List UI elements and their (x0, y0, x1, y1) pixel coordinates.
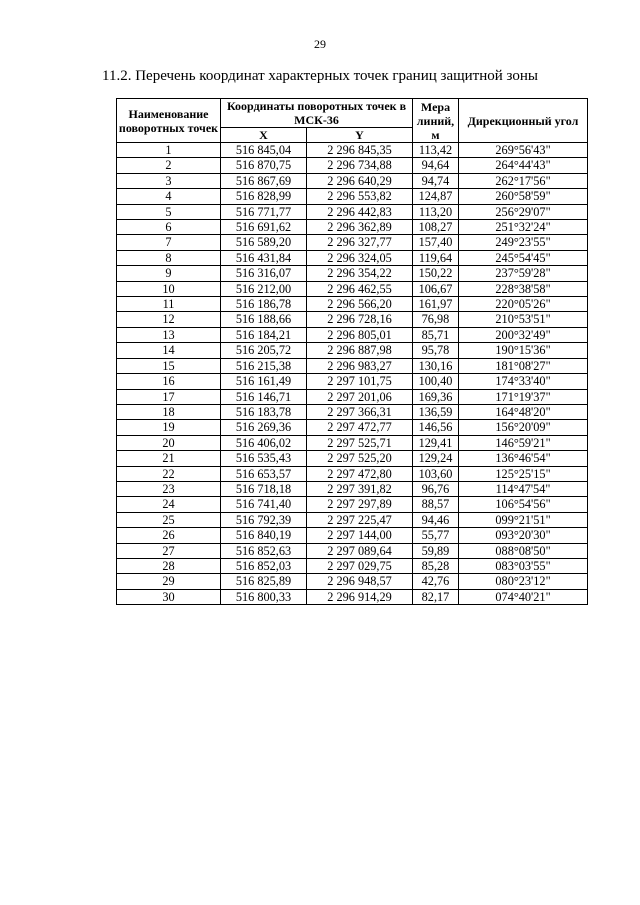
cell-point: 26 (117, 528, 221, 543)
cell-y: 2 297 366,31 (307, 404, 413, 419)
table-row (117, 297, 588, 312)
cell-y: 2 296 845,35 (307, 143, 413, 158)
cell-x: 516 845,04 (221, 143, 307, 158)
header-coordinates: Координаты поворотных точек в МСК-36 (221, 99, 413, 128)
cell-length: 169,36 (413, 389, 459, 404)
table-row (117, 189, 588, 204)
cell-bearing: 251°32'24" (459, 220, 588, 235)
cell-y: 2 297 472,77 (307, 420, 413, 435)
cell-point: 28 (117, 558, 221, 573)
cell-x: 516 188,66 (221, 312, 307, 327)
cell-y: 2 297 391,82 (307, 481, 413, 496)
cell-length: 103,60 (413, 466, 459, 481)
cell-y: 2 297 225,47 (307, 512, 413, 527)
cell-y: 2 296 887,98 (307, 343, 413, 358)
table-body (117, 143, 588, 605)
table-row (117, 358, 588, 373)
cell-bearing: 228°38'58" (459, 281, 588, 296)
coordinates-table (116, 98, 588, 605)
cell-x: 516 406,02 (221, 435, 307, 450)
cell-x: 516 316,07 (221, 266, 307, 281)
cell-point: 27 (117, 543, 221, 558)
cell-y: 2 296 983,27 (307, 358, 413, 373)
cell-x: 516 718,18 (221, 481, 307, 496)
table-row (117, 574, 588, 589)
cell-length: 88,57 (413, 497, 459, 512)
cell-y: 2 297 144,00 (307, 528, 413, 543)
cell-bearing: 125°25'15" (459, 466, 588, 481)
cell-point: 2 (117, 158, 221, 173)
cell-point: 4 (117, 189, 221, 204)
table-row (117, 466, 588, 481)
page-number: 29 (314, 37, 326, 51)
cell-x: 516 852,03 (221, 558, 307, 573)
cell-length: 136,59 (413, 404, 459, 419)
cell-length: 119,64 (413, 250, 459, 265)
cell-y: 2 296 362,89 (307, 220, 413, 235)
cell-bearing: 245°54'45" (459, 250, 588, 265)
cell-length: 129,24 (413, 451, 459, 466)
cell-point: 7 (117, 235, 221, 250)
cell-length: 108,27 (413, 220, 459, 235)
cell-length: 113,42 (413, 143, 459, 158)
cell-point: 17 (117, 389, 221, 404)
cell-x: 516 269,36 (221, 420, 307, 435)
cell-bearing: 200°32'49" (459, 327, 588, 342)
cell-bearing: 264°44'43" (459, 158, 588, 173)
cell-length: 94,46 (413, 512, 459, 527)
cell-length: 82,17 (413, 589, 459, 604)
table-row (117, 451, 588, 466)
cell-y: 2 297 525,71 (307, 435, 413, 450)
cell-bearing: 249°23'55" (459, 235, 588, 250)
table-row (117, 389, 588, 404)
cell-bearing: 080°23'12" (459, 574, 588, 589)
cell-bearing: 083°03'55" (459, 558, 588, 573)
cell-length: 94,64 (413, 158, 459, 173)
cell-point: 10 (117, 281, 221, 296)
cell-length: 95,78 (413, 343, 459, 358)
cell-point: 11 (117, 297, 221, 312)
cell-length: 146,56 (413, 420, 459, 435)
cell-y: 2 296 324,05 (307, 250, 413, 265)
cell-x: 516 161,49 (221, 374, 307, 389)
cell-bearing: 164°48'20" (459, 404, 588, 419)
cell-bearing: 210°53'51" (459, 312, 588, 327)
cell-x: 516 825,89 (221, 574, 307, 589)
cell-y: 2 297 029,75 (307, 558, 413, 573)
cell-x: 516 870,75 (221, 158, 307, 173)
cell-y: 2 296 354,22 (307, 266, 413, 281)
cell-point: 20 (117, 435, 221, 450)
cell-x: 516 186,78 (221, 297, 307, 312)
header-line-length: Мера линий, м (413, 99, 459, 143)
cell-point: 24 (117, 497, 221, 512)
table-row (117, 312, 588, 327)
cell-point: 8 (117, 250, 221, 265)
cell-bearing: 146°59'21" (459, 435, 588, 450)
cell-y: 2 296 640,29 (307, 173, 413, 188)
cell-x: 516 212,00 (221, 281, 307, 296)
cell-point: 18 (117, 404, 221, 419)
cell-point: 13 (117, 327, 221, 342)
cell-x: 516 215,38 (221, 358, 307, 373)
table-row (117, 589, 588, 604)
table-row (117, 327, 588, 342)
cell-length: 150,22 (413, 266, 459, 281)
table-row (117, 543, 588, 558)
cell-x: 516 840,19 (221, 528, 307, 543)
cell-length: 129,41 (413, 435, 459, 450)
cell-x: 516 146,71 (221, 389, 307, 404)
cell-x: 516 792,39 (221, 512, 307, 527)
cell-bearing: 220°05'26" (459, 297, 588, 312)
cell-x: 516 741,40 (221, 497, 307, 512)
cell-length: 85,28 (413, 558, 459, 573)
cell-point: 14 (117, 343, 221, 358)
cell-x: 516 867,69 (221, 173, 307, 188)
cell-length: 106,67 (413, 281, 459, 296)
cell-x: 516 184,21 (221, 327, 307, 342)
table-row (117, 204, 588, 219)
cell-length: 100,40 (413, 374, 459, 389)
cell-y: 2 296 442,83 (307, 204, 413, 219)
table-row (117, 512, 588, 527)
header-point-name: Наименование поворотных точек (117, 99, 221, 143)
cell-bearing: 174°33'40" (459, 374, 588, 389)
table-header (117, 99, 588, 143)
cell-length: 55,77 (413, 528, 459, 543)
cell-length: 124,87 (413, 189, 459, 204)
cell-bearing: 256°29'07" (459, 204, 588, 219)
cell-bearing: 237°59'28" (459, 266, 588, 281)
cell-bearing: 156°20'09" (459, 420, 588, 435)
cell-length: 157,40 (413, 235, 459, 250)
cell-y: 2 297 201,06 (307, 389, 413, 404)
cell-point: 19 (117, 420, 221, 435)
cell-point: 16 (117, 374, 221, 389)
cell-bearing: 088°08'50" (459, 543, 588, 558)
cell-bearing: 074°40'21" (459, 589, 588, 604)
cell-bearing: 136°46'54" (459, 451, 588, 466)
cell-y: 2 297 101,75 (307, 374, 413, 389)
cell-point: 12 (117, 312, 221, 327)
section-heading: 11.2. Перечень координат характерных точек границ защитной зоны (102, 68, 538, 84)
cell-y: 2 296 462,55 (307, 281, 413, 296)
table-row (117, 266, 588, 281)
cell-bearing: 269°56'43" (459, 143, 588, 158)
table-row (117, 435, 588, 450)
cell-y: 2 296 728,16 (307, 312, 413, 327)
cell-bearing: 114°47'54" (459, 481, 588, 496)
cell-point: 25 (117, 512, 221, 527)
table-row (117, 343, 588, 358)
cell-bearing: 260°58'59" (459, 189, 588, 204)
cell-point: 1 (117, 143, 221, 158)
cell-y: 2 296 948,57 (307, 574, 413, 589)
table-row (117, 404, 588, 419)
cell-y: 2 297 525,20 (307, 451, 413, 466)
cell-point: 30 (117, 589, 221, 604)
table-row (117, 281, 588, 296)
cell-bearing: 106°54'56" (459, 497, 588, 512)
table-row (117, 250, 588, 265)
cell-point: 9 (117, 266, 221, 281)
table-row (117, 558, 588, 573)
cell-length: 85,71 (413, 327, 459, 342)
table-row (117, 173, 588, 188)
cell-x: 516 828,99 (221, 189, 307, 204)
cell-point: 29 (117, 574, 221, 589)
cell-length: 94,74 (413, 173, 459, 188)
cell-length: 130,16 (413, 358, 459, 373)
cell-y: 2 296 553,82 (307, 189, 413, 204)
cell-y: 2 296 566,20 (307, 297, 413, 312)
cell-x: 516 691,62 (221, 220, 307, 235)
cell-point: 23 (117, 481, 221, 496)
cell-length: 96,76 (413, 481, 459, 496)
table-row (117, 374, 588, 389)
cell-y: 2 297 472,80 (307, 466, 413, 481)
cell-length: 161,97 (413, 297, 459, 312)
cell-length: 42,76 (413, 574, 459, 589)
cell-x: 516 800,33 (221, 589, 307, 604)
cell-y: 2 296 327,77 (307, 235, 413, 250)
header-row-top (117, 99, 588, 128)
cell-x: 516 852,63 (221, 543, 307, 558)
cell-x: 516 589,20 (221, 235, 307, 250)
table-row (117, 420, 588, 435)
cell-x: 516 535,43 (221, 451, 307, 466)
cell-length: 59,89 (413, 543, 459, 558)
table-row (117, 528, 588, 543)
cell-y: 2 297 089,64 (307, 543, 413, 558)
cell-bearing: 181°08'27" (459, 358, 588, 373)
cell-bearing: 099°21'51" (459, 512, 588, 527)
header-y: Y (307, 128, 413, 143)
cell-length: 76,98 (413, 312, 459, 327)
cell-y: 2 296 734,88 (307, 158, 413, 173)
table-row (117, 481, 588, 496)
cell-point: 22 (117, 466, 221, 481)
cell-y: 2 296 805,01 (307, 327, 413, 342)
cell-x: 516 183,78 (221, 404, 307, 419)
cell-bearing: 093°20'30" (459, 528, 588, 543)
table-row (117, 235, 588, 250)
cell-point: 6 (117, 220, 221, 235)
cell-point: 15 (117, 358, 221, 373)
cell-y: 2 296 914,29 (307, 589, 413, 604)
table-row (117, 220, 588, 235)
cell-bearing: 190°15'36" (459, 343, 588, 358)
cell-point: 21 (117, 451, 221, 466)
table-row (117, 143, 588, 158)
cell-point: 5 (117, 204, 221, 219)
cell-x: 516 771,77 (221, 204, 307, 219)
cell-length: 113,20 (413, 204, 459, 219)
cell-bearing: 171°19'37" (459, 389, 588, 404)
cell-bearing: 262°17'56" (459, 173, 588, 188)
table-row (117, 158, 588, 173)
cell-x: 516 205,72 (221, 343, 307, 358)
cell-y: 2 297 297,89 (307, 497, 413, 512)
header-x: X (221, 128, 307, 143)
cell-point: 3 (117, 173, 221, 188)
table-row (117, 497, 588, 512)
cell-x: 516 431,84 (221, 250, 307, 265)
header-bearing: Дирекционный угол (459, 99, 588, 143)
cell-x: 516 653,57 (221, 466, 307, 481)
